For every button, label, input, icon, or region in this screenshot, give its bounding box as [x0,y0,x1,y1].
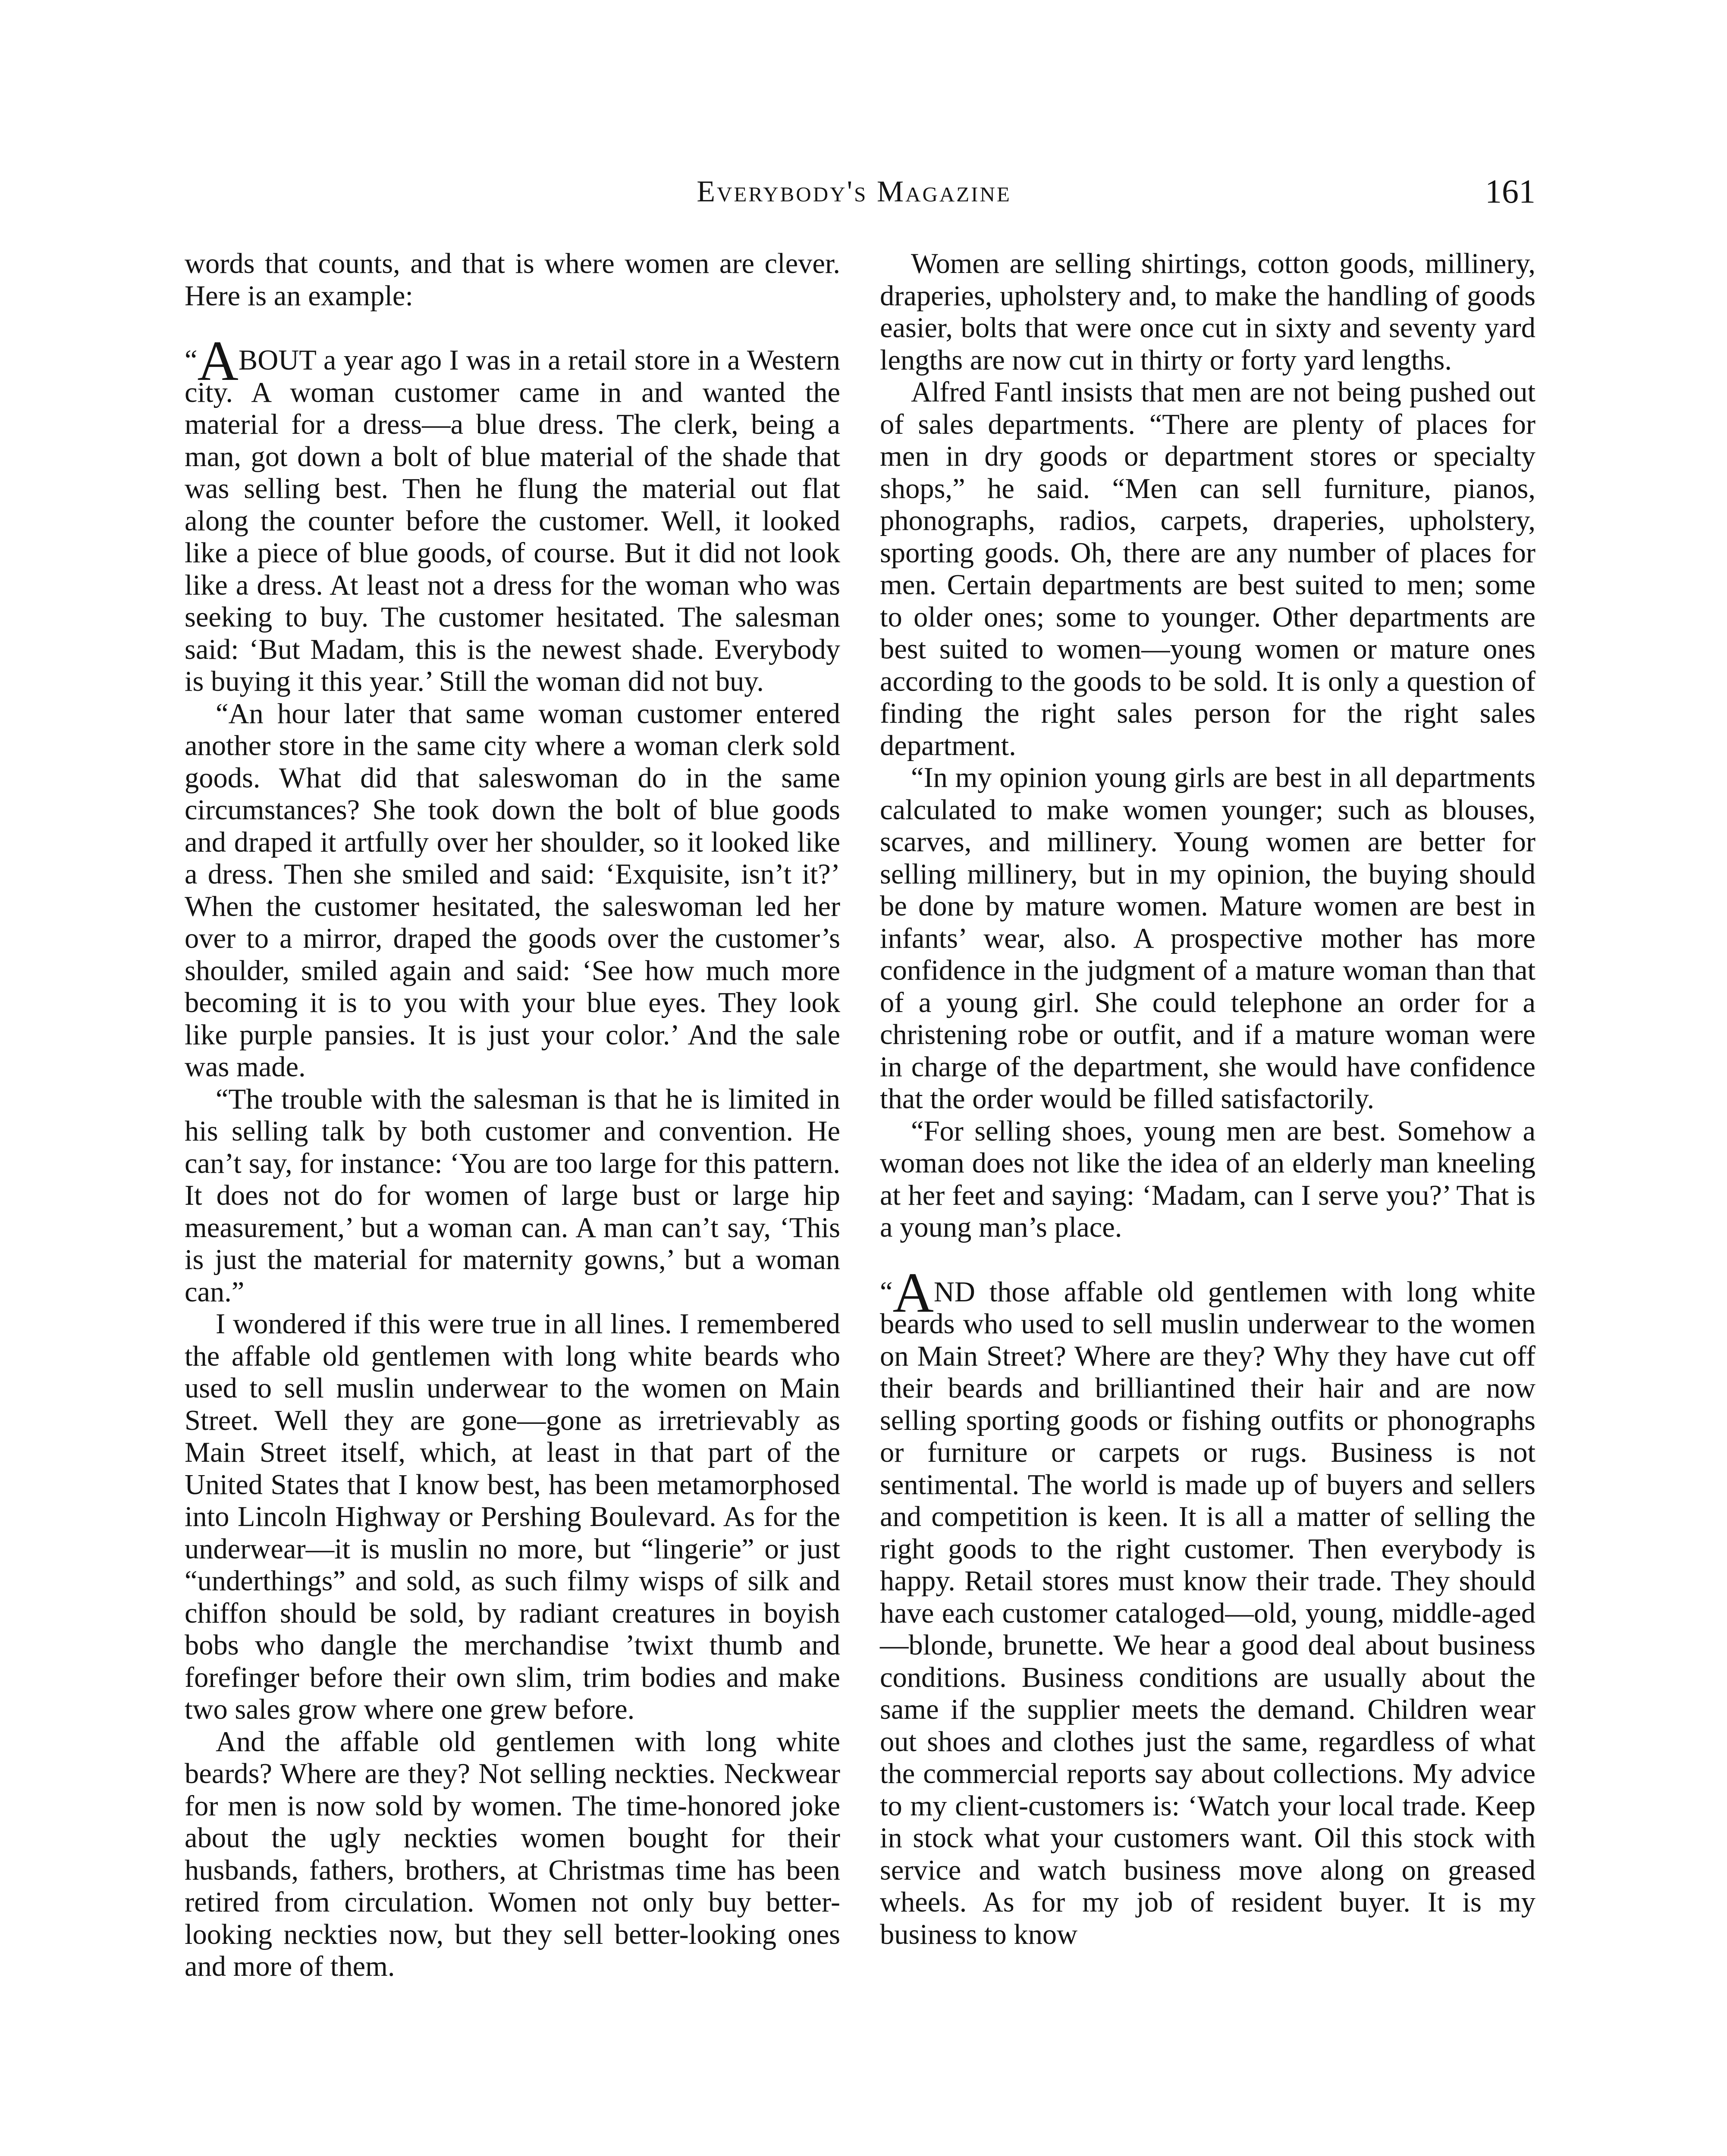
right-column [880,248,1535,1951]
paragraph: I wondered if this were true in all lines. I remembered the affable old gentlemen with long white beards who used to sell muslin underwear to the women on Main Street. Well they are gone—gone as irretrievably as Main Street itself, which, at least in that part of the United States that I know best, has been metamorphosed into Lincoln Highway or Pershing Boulevard. As for the underwear—it is muslin no more, but “lingerie” or just “underthings” and sold, as such filmy wisps of silk and chiffon should be sold, by radiant creatures in boyish bobs who dangle the merchandise ’twixt thumb and forefinger before their own slim, trim bodies and make two sales grow where one grew before. [185,1308,840,1725]
section-opening-paragraph: “AND those affable old gentlemen with long white beards who used to sell muslin underwear to the women on Main Street? Where are they? Why they have cut off their beards and brilliantined their hair and are now selling sporting goods or fishing outfits or phonographs or furniture or carpets or rugs. Business is not sentimental. The world is made up of buyers and sellers and competition is keen. It is all a matter of selling the right goods to the right customer. Then everybody is happy. Retail stores must know their trade. They should have each customer cataloged—old, young, middle-aged—blonde, brunette. We hear a good deal about business conditions. Business conditions are usually about the same if the supplier meets the demand. Children wear out shoes and clothes just the same, regardless of what the commercial reports say about collections. My advice to my client-customers is: ‘Watch your local trade. Keep in stock what your customers want. Oil this stock with service and watch business move along on greased wheels. As for my job of resident buyer. It is my business to know [880,1260,1535,1950]
drop-cap: A [892,1260,934,1324]
running-head-title: Everybody's Magazine [697,175,1011,208]
page-number: 161 [1485,172,1535,210]
paragraph: “In my opinion young girls are best in all departments calculated to make women younger; such as blouses, scarves, and millinery. Young women are better for selling millinery, but in my opinion, the buying should be done by mature women. Mature women are best in infants’ wear, also. A prospective mother has more confidence in the judgment of a mature woman than that of a young girl. She could telephone an order for a christening robe or outfit, and if a mature woman were in charge of the department, she would have confidence that the order would be filled satisfactorily. [880,762,1535,1115]
paragraph: “The trouble with the salesman is that he is limited in his selling talk by both customer and convention. He can’t say, for instance: ‘You are too large for this pattern. It does not do for women of large bust or large hip measurement,’ but a woman can. A man can’t say, ‘This is just the material for maternity gowns,’ but a woman can.” [185,1083,840,1308]
left-column [185,248,840,1983]
paragraph: “For selling shoes, young men are best. Somehow a woman does not like the idea of an elderly man kneeling at her feet and saying: ‘Madam, can I serve you?’ That is a young man’s place. [880,1115,1535,1243]
page-header [173,172,1535,222]
paragraph: words that counts, and that is where women are clever. Here is an example: [185,248,840,312]
paragraph: “An hour later that same woman customer entered another store in the same city where a woman clerk sold goods. What did that saleswoman do in the same circumstances? She took down the bolt of blue goods and draped it artfully over her shoulder, so it looked like a dress. Then she smiled and said: ‘Exquisite, isn’t it?’ When the customer hesitated, the saleswoman led her over to a mirror, draped the goods over the customer’s shoulder, smiled again and said: ‘See how much more becoming it is to you with your blue eyes. They look like purple pansies. It is just your color.’ And the sale was made. [185,698,840,1083]
paragraph: Women are selling shirtings, cotton goods, millinery, draperies, upholstery and, to make the handling of goods easier, bolts that were once cut in sixty and seventy yard lengths are now cut in thirty or forty yard lengths. [880,248,1535,376]
drop-cap: A [197,329,239,392]
paragraph: And the affable old gentlemen with long white beards? Where are they? Not selling neckties. Neckwear for men is now sold by women. The time-honored joke about the ugly neckties women bought for their husbands, fathers, brothers, at Christmas time has been retired from circulation. Women not only buy better-looking neckties now, but they sell better-looking ones and more of them. [185,1726,840,1982]
paragraph: Alfred Fantl insists that men are not being pushed out of sales departments. “There are plenty of places for men in dry goods or department stores or specialty shops,” he said. “Men can sell furniture, pianos, phonographs, radios, carpets, draperies, upholstery, sporting goods. Oh, there are any number of places for men. Certain departments are best suited to men; some to older ones; some to younger. Other departments are best suited to women—young women or mature ones according to the goods to be sold. It is only a question of finding the right sales person for the right sales department. [880,376,1535,761]
section-opening-paragraph: “ABOUT a year ago I was in a retail store in a Western city. A woman customer came in and wanted the material for a dress—a blue dress. The clerk, being a man, got down a bolt of blue material of the shade that was selling best. Then he flung the material out flat along the counter before the customer. Well, it looked like a piece of blue goods, of course. But it did not look like a dress. At least not a dress for the woman who was seeking to buy. The customer hesitated. The salesman said: ‘But Madam, this is the newest shade. Everybody is buying it this year.’ Still the woman did not buy. [185,329,840,697]
